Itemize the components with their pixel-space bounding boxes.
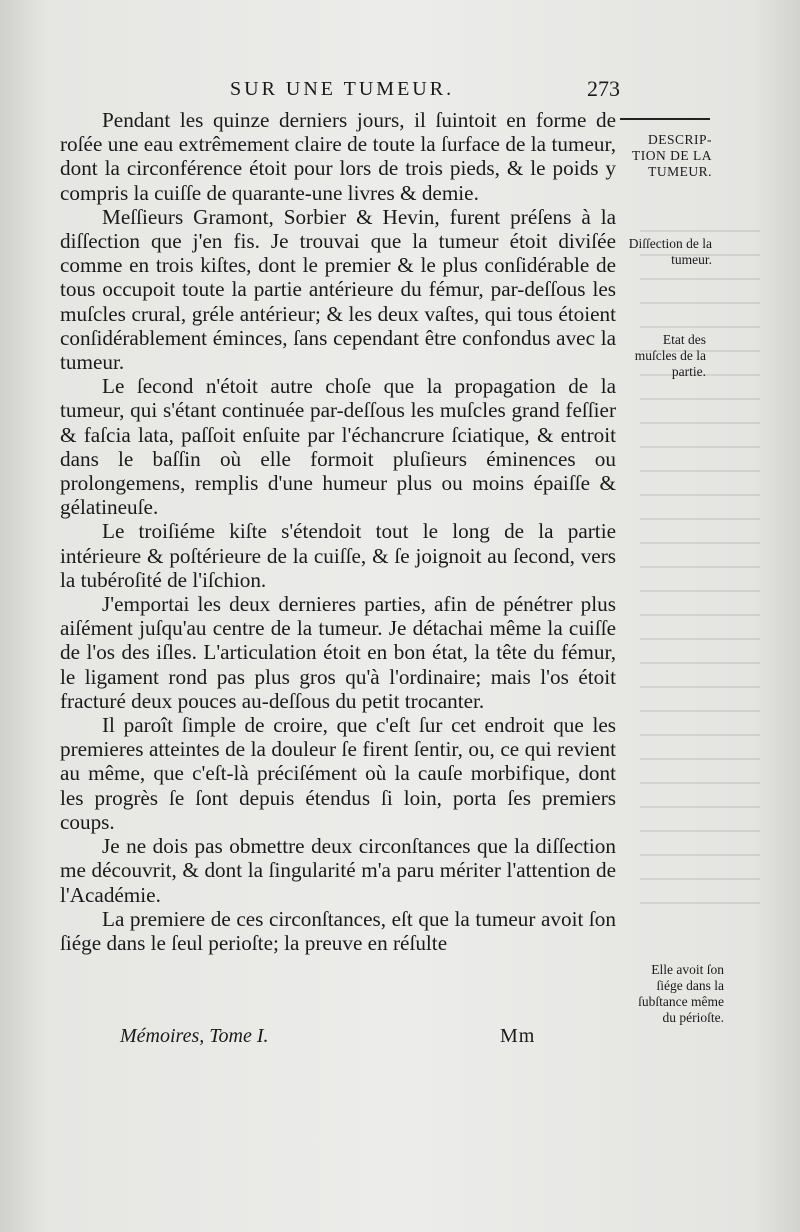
body-text [60,108,616,955]
paragraph-5: J'emportai les deux dernieres parties, afin de pénétrer plus aiſément juſqu'au centre de la tumeur. Je détachai même la cuiſſe de l'os des iſles. L'articulation étoit en bon état, la tête du fémur, le ligament rond pas plus gros qu'à l'ordinaire; mais l'os étoit fracturé deux pouces au-deſſous du petit trocanter. [60,592,616,713]
paragraph-2: Meſſieurs Gramont, Sorbier & Hevin, furent préſens à la diſſection que j'en fis. Je trouvai que la tumeur étoit diviſée comme en trois kiſtes, dont le premier & le plus conſidérable de tous occupoit toute la partie antérieure du fémur, par-deſſous les muſcles crural, gréle antérieur; & les deux vaſtes, qui tous étoient conſidérablement éminces, ſans cependant être confondus avec la tumeur. [60,204,616,375]
paragraph-3: Le ſecond n'étoit autre choſe que la propagation de la tumeur, qui s'étant continuée par-deſſous les muſcles grand feſſier & faſcia lata, paſſoit enſuite par l'échancrure ſciatique, & entroit dans le baſſin où elle formoit pluſieurs éminences ou prolongemens, remplis d'une humeur plus ou moins épaiſſe & gélatineuſe. [60,374,616,520]
footer-title: Mémoires, Tome I. [120,1025,269,1047]
paragraph-4: Le troiſiéme kiſte s'étendoit tout le long de la partie intérieure & poſtérieure de la cuiſſe, & ſe joignoit au ſecond, vers la tubéroſité de l'iſchion. [60,519,616,592]
footer [120,1025,560,1048]
margin-note-description: DESCRIP-TION DE LA TUMEUR. [632,132,712,179]
paragraph-8: La premiere de ces circonſtances, eſt que la tumeur avoit ſon ſiége dans le ſeul perioſte; la preuve en réſulte [60,906,616,955]
paragraph-6: Il paroît ſimple de croire, que c'eſt ſur cet endroit que les premieres atteintes de la douleur ſe firent ſentir, ou, ce qui revient au même, que c'eſt-là préciſément où la cauſe morbifique, dont les progrès ſe ſont depuis étendus ſi loin, porta ſes premiers coups. [60,713,616,834]
margin-rule [620,118,710,120]
signature-mark: Mm [500,1025,536,1047]
paragraph-7: Je ne dois pas obmettre deux circonſtances que la diſſection me découvrit, & dont la ſingularité m'a paru mériter l'attention de l'Académie. [60,834,616,907]
page-number: 273 [587,76,620,101]
margin-note-muscles: Etat des muſcles de la partie. [634,332,706,379]
running-head-title: SUR UNE TUMEUR. [230,78,455,100]
margin-note-dissection: Diſſection de la tumeur. [628,236,712,267]
running-head [230,78,620,101]
margin-note-periosteum: Elle avoit ſon ſiége dans la ſubſtance même du périoſte. [638,962,724,1025]
paragraph-1: Pendant les quinze derniers jours, il ſuintoit en forme de roſée une eau extrêmement claire de toute la ſurface de la tumeur, dont la circonférence étoit pour lors de trois pieds, & le poids y compris la cuiſſe de quarante-une livres & demie. [60,108,616,205]
